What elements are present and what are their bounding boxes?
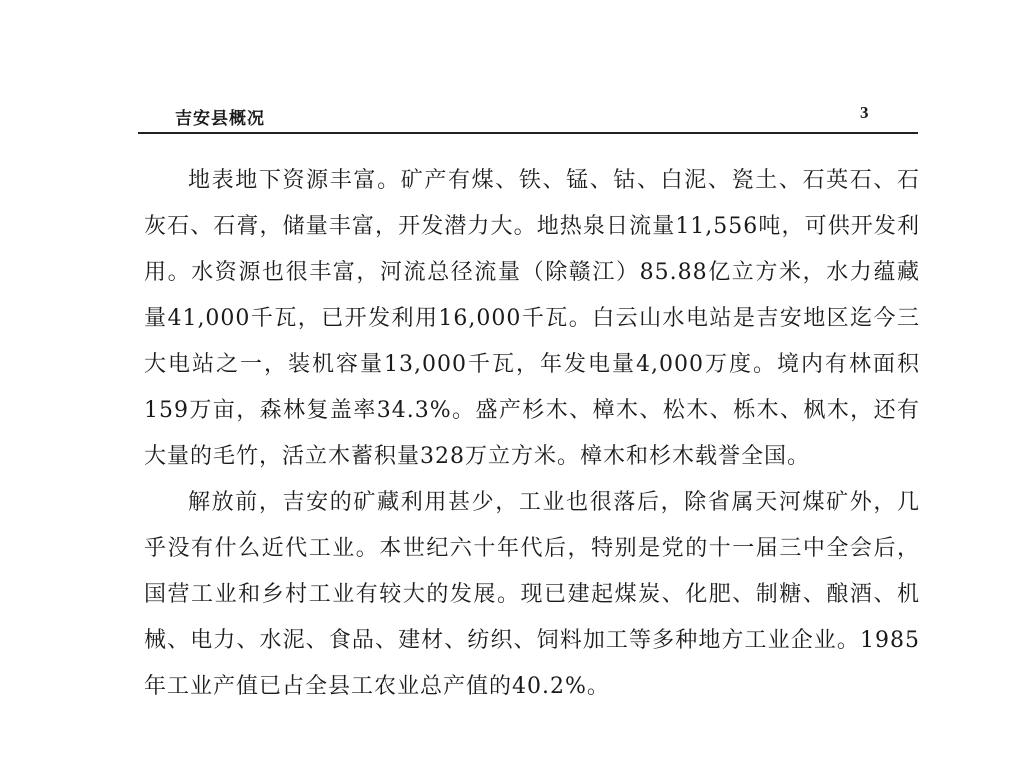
header-divider: [138, 132, 918, 134]
page-number: 3: [860, 103, 869, 122]
running-header-title: 吉安县概况: [175, 109, 265, 129]
paragraph-industry: 解放前，吉安的矿藏利用甚少，工业也很落后，除省属天河煤矿外，几乎没有什么近代工业。本世纪六十年代后，特别是党的十一届三中全会后，国营工业和乡村工业有较大的发展。现已建起煤炭、化肥、制糖、酿酒、机械、电力、水泥、食品、建材、纺织、饲料加工等多种地方工业企业。1985年工业产值已占全县工农业总产值的40.2%。: [144, 490, 920, 699]
body-text: [144, 158, 920, 710]
paragraph-resources: 地表地下资源丰富。矿产有煤、铁、锰、钴、白泥、瓷土、石英石、石灰石、石膏，储量丰富，开发潜力大。地热泉日流量11,556吨，可供开发利用。水资源也很丰富，河流总径流量（除赣江）85.88亿立方米，水力蕴藏量41,000千瓦，已开发利用16,000千瓦。白云山水电站是吉安地区迄今三大电站之一，装机容量13,000千瓦，年发电量4,000万度。境内有林面积159万亩，森林复盖率34.3%。盛产杉木、樟木、松木、栎木、枫木，还有大量的毛竹，活立木蓄积量328万立方米。樟木和杉木载誉全国。: [144, 168, 920, 469]
